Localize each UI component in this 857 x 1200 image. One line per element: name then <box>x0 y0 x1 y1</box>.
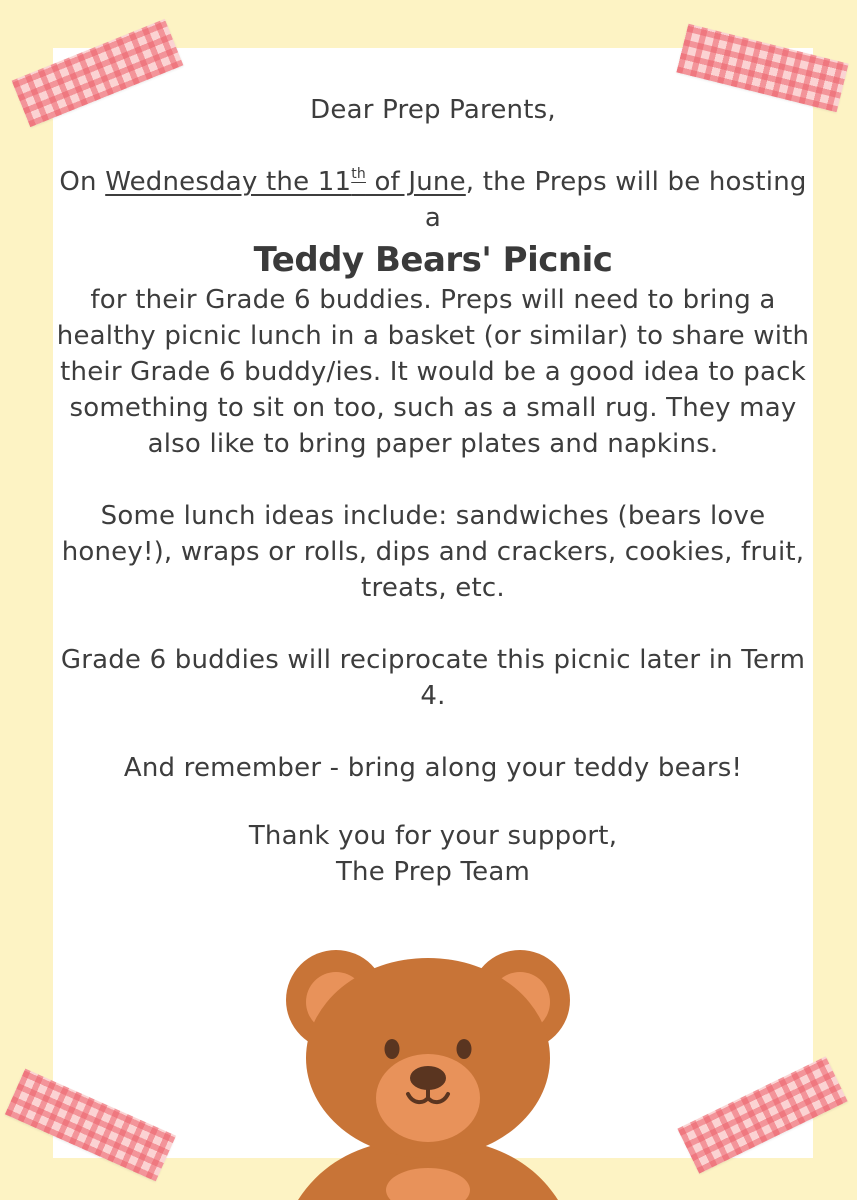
intro-rest: , the Preps will be hosting a <box>424 167 807 233</box>
greeting: Dear Prep Parents, <box>310 95 556 125</box>
event-date <box>105 167 466 197</box>
signature: The Prep Team <box>335 857 531 887</box>
paragraph-details: for their Grade 6 buddies. Preps will need to bring a healthy picnic lunch in a basket (or similar) to share with their Grade 6 buddy/ies. It would be a good idea to pack something to sit on too, such as a small rug. They may also like to bring paper plates and napkins. <box>56 285 810 459</box>
teddy-bear-icon <box>258 948 598 1200</box>
event-date-day: Wednesday the 11 <box>105 167 352 197</box>
event-date-suffix: th <box>351 166 366 182</box>
event-title: Teddy Bears' Picnic <box>253 240 613 280</box>
paragraph-reciprocate: Grade 6 buddies will reciprocate this picnic later in Term 4. <box>60 645 806 711</box>
intro-line <box>53 164 813 236</box>
letter-body <box>53 92 813 890</box>
paragraph-reminder: And remember - bring along your teddy bears! <box>123 753 743 783</box>
signoff: Thank you for your support, <box>248 821 618 851</box>
paragraph-lunch-ideas: Some lunch ideas include: sandwiches (bears love honey!), wraps or rolls, dips and crackers, cookies, fruit, treats, etc. <box>61 501 805 603</box>
intro-on: On <box>59 167 106 197</box>
event-date-month: of June <box>365 167 466 197</box>
